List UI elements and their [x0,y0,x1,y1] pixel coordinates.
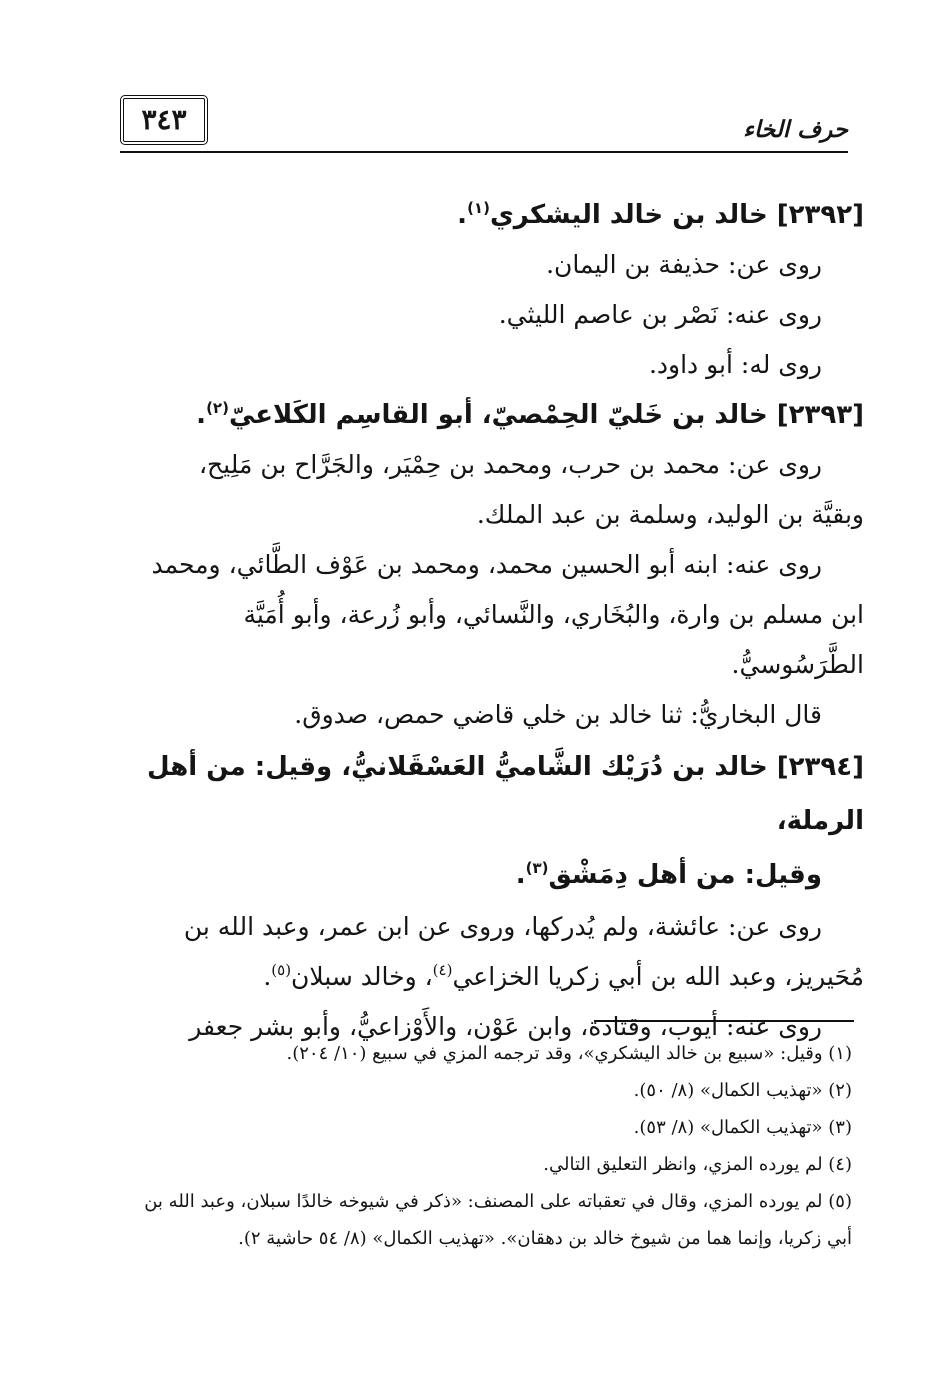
footnote-ref: (١) [467,199,490,217]
entry-heading: [٢٣٩٤] خالد بن دُرَيْك الشَّاميُّ العَسْقَلانيُّ، وقيل: من أهل الرملة، [147,752,864,836]
running-head: حرف الخاء [743,117,848,143]
narration-text: ، وخالد سبلان [291,962,433,991]
narration-line: روى عن: حذيفة بن اليمان. [546,250,822,279]
entry-heading-continued [124,848,864,902]
entry-heading-text: [٢٣٩٣] خالد بن خَليّ الحِمْصيّ، أبو القاسِم الكَلاعيّ [228,400,864,430]
narration-line: الطَّرَسُوسيُّ. [731,650,864,679]
narration-text: مُحَيريز، وعبد الله بن أبي زكريا الخزاعي [452,962,864,991]
footnote-ref: (٥) [271,961,292,979]
entry-heading-text: [٢٣٩٢] خالد بن خالد اليشكري [489,200,864,230]
entry-heading [124,190,864,240]
page-header [120,95,848,153]
footnotes [107,1035,852,1257]
footnote-ref: (٤) [432,961,453,979]
narration-text: . [263,962,272,991]
narration-line: قال البخاريُّ: ثنا خالد بن خلي قاضي حمص، صدوق. [294,700,822,729]
narration-line: روى له: أبو داود. [648,350,822,379]
narration-line: روى عنه: نَصْر بن عاصم الليثي. [498,300,822,329]
entry-heading-end: . [515,860,526,890]
narration-line: روى عن: عائشة، ولم يُدركها، وروى عن ابن عمر، وعبد الله بن [183,912,822,941]
main-text [124,190,864,1052]
entry-heading-end: . [196,400,207,430]
footnote-ref: (٢) [206,399,229,417]
entry-heading [124,390,864,440]
footnote: (٢) «تهذيب الكمال» (٨/ ٥٠). [633,1080,852,1101]
narration-line: روى عنه: ابنه أبو الحسين محمد، ومحمد بن عَوْف الطَّائي، ومحمد [151,550,822,579]
footnote: (٣) «تهذيب الكمال» (٨/ ٥٣). [633,1117,852,1138]
narration-line [124,952,864,1002]
narration-line: ابن مسلم بن وارة، والبُخَاري، والنَّسائي، وأبو زُرعة، وأبو أُمَيَّة [243,600,864,629]
page-number: ٣٤٣ [120,95,208,145]
narration-line: روى عنه: أيوب، وقتادة، وابن عَوْن، والأَوْزاعيُّ، وأبو بشر جعفر [189,1012,822,1041]
narration-line: وبقيَّة بن الوليد، وسلمة بن عبد الملك. [476,500,864,529]
entry-heading-text: وقيل: من أهل دِمَشْق [548,860,822,890]
footnote: (٤) لم يورده المزي، وانظر التعليق التالي. [543,1154,852,1175]
narration-line: روى عن: محمد بن حرب، ومحمد بن حِمْيَر، والجَرَّاح بن مَلِيح، [198,450,822,479]
footnote: (١) وقيل: «سبيع بن خالد اليشكري»، وقد ترجمه المزي في سبيع (١٠/ ٢٠٤). [286,1043,852,1064]
footnote: (٥) لم يورده المزي، وقال في تعقباته على المصنف: «ذكر في شيوخه خالدًا سبلان، وعبد الله بن [144,1191,852,1212]
footnote-continued: أبي زكريا، وإنما هما من شيوخ خالد بن دهقان». «تهذيب الكمال» (٨/ ٥٤ حاشية ٢). [238,1228,852,1249]
footnote-ref: (٣) [525,859,549,877]
entry-heading-end: . [457,200,468,230]
footnote-separator [594,1020,854,1022]
